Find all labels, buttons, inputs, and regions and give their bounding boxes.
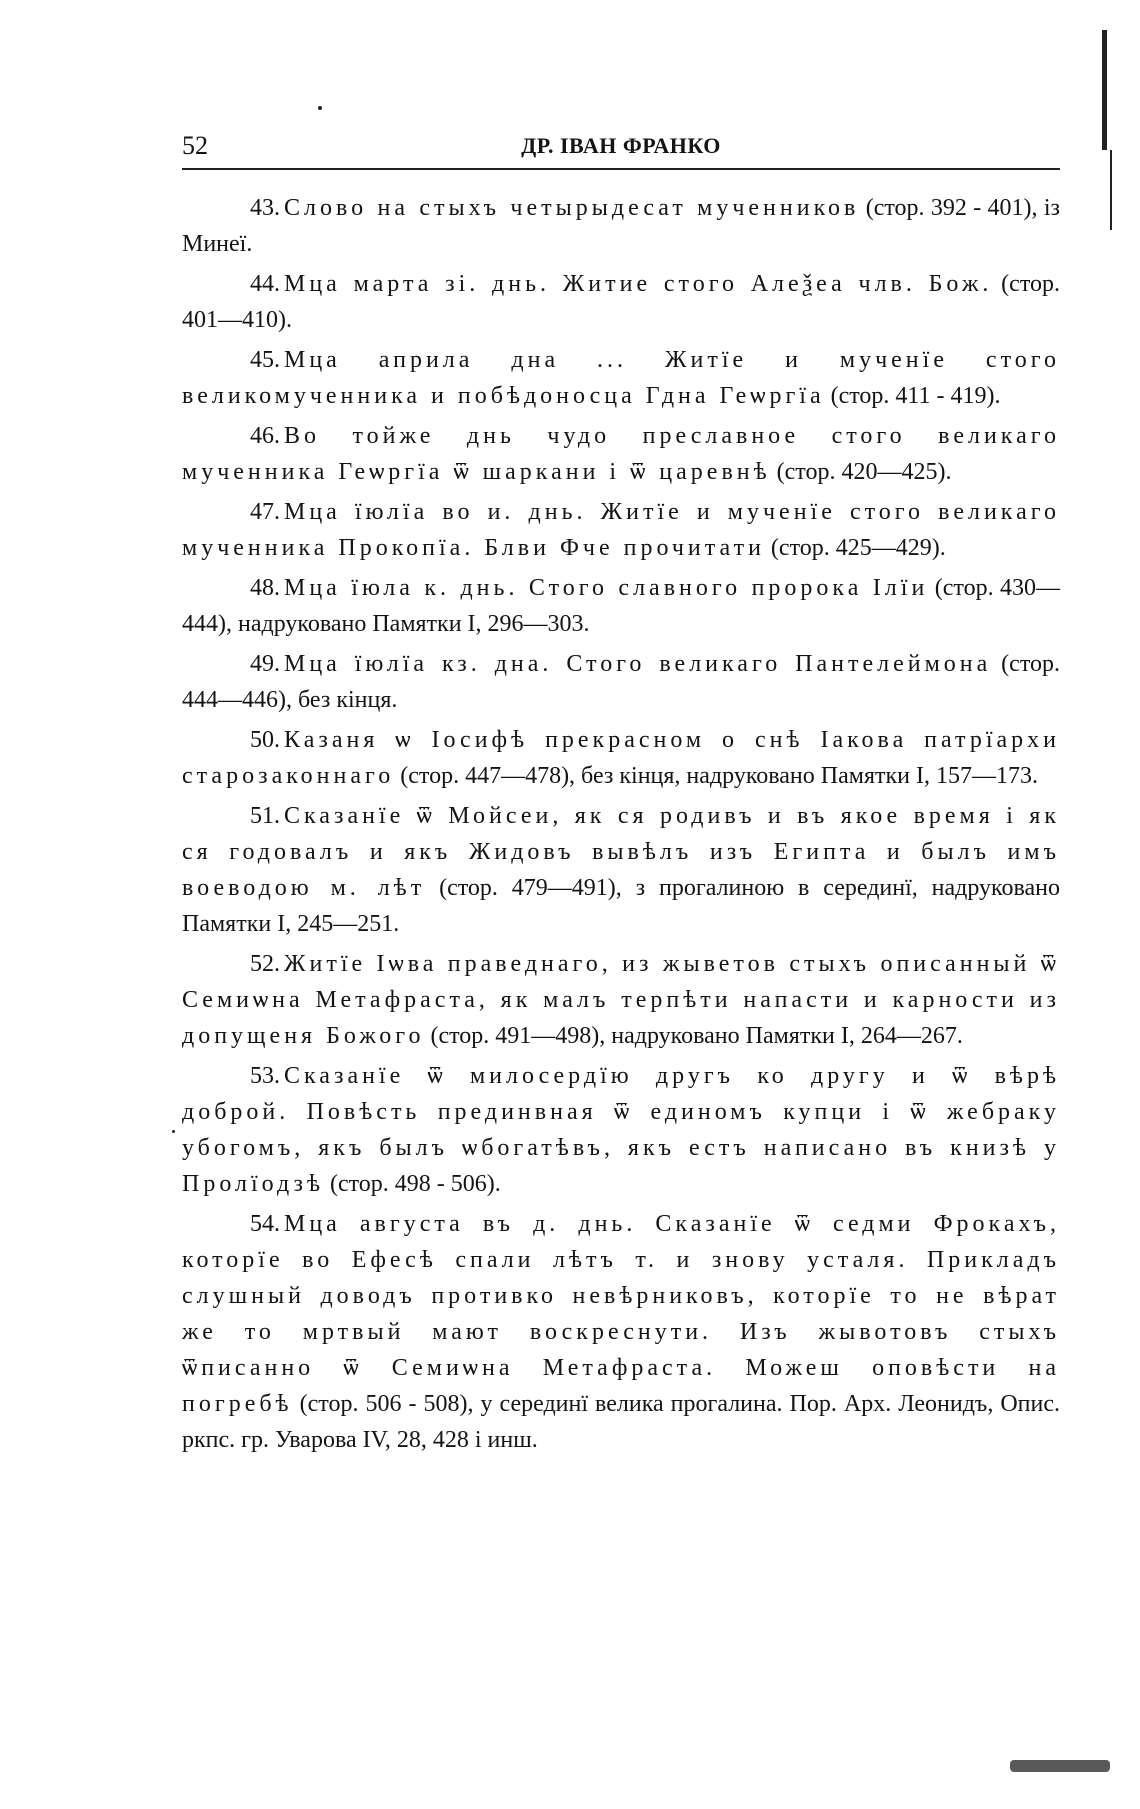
entry-number: 53. bbox=[250, 1063, 280, 1089]
entry-slavonic-title: Мца їюлїа во и. днь. Житїе и мученїе стого великаго мученника Прокопїа. Блви Фче прочитати bbox=[182, 499, 1060, 561]
scan-edge-mark bbox=[1110, 150, 1112, 230]
catalog-entry bbox=[182, 190, 1060, 262]
entry-number: 51. bbox=[250, 803, 280, 829]
catalog-entry bbox=[182, 722, 1060, 794]
scan-edge-mark bbox=[1102, 30, 1107, 150]
entry-number: 45. bbox=[250, 347, 280, 373]
entry-slavonic-title: Мца августа въ д. днь. Сказанїе ѿ седми Фрокахъ, которїе во Ефесѣ спали лѣтъ т. и знову усталя. Прикладъ слушный доводъ противко невѣрниковъ, которїе то не вѣрат же то мртвый мают воскреснути. Изъ жывотовъ стыхъ ѿписанно ѿ Семиѡна Метафраста. Можеш оповѣсти на погребѣ bbox=[182, 1211, 1060, 1417]
scan-speck bbox=[318, 106, 322, 110]
entry-slavonic-title: Казаня ѡ Іосифѣ прекрасном о снѣ Іакова патрїархи старозаконнаго bbox=[182, 727, 1060, 789]
page-number: 52 bbox=[182, 131, 208, 160]
entry-note: (стор. 506 - 508), у серединї велика прогалина. Пор. Арх. Леонидъ, Опис. ркпс. гр. Уварова IV, 28, 428 і инш. bbox=[182, 1391, 1061, 1453]
entry-slavonic-title: Мца їюлїа кз. дна. Стого великаго Пантелеймона bbox=[284, 651, 992, 677]
entry-note: (стор. 491—498), надруковано Памятки I, 264—267. bbox=[430, 1023, 963, 1049]
scan-smudge bbox=[1010, 1760, 1110, 1772]
entry-number: 52. bbox=[250, 951, 280, 977]
catalog-entry bbox=[182, 1058, 1060, 1202]
entry-slavonic-title: Житїе Іѡва праведнаго, из жыветов стыхъ описанный ѿ Семиѡна Метафраста, як малъ терпѣти напасти и карности из допущеня Божого bbox=[182, 951, 1060, 1049]
entry-note: (стор. 479—491), з прогалиною в серединї, надруковано Памятки I, 245—251. bbox=[182, 875, 1060, 937]
entry-number: 44. bbox=[250, 271, 280, 297]
entry-slavonic-title: Во тойже днь чудо преславное стого великаго мученника Геѡргїа ѿ шаркани і ѿ царевнѣ bbox=[182, 423, 1060, 485]
entry-note: (стор. 401—410). bbox=[182, 271, 1060, 333]
entry-note: (стор. 444—446), без кінця. bbox=[182, 651, 1060, 713]
catalog-entry bbox=[182, 570, 1060, 642]
entry-note: (стор. 411 - 419). bbox=[830, 383, 1001, 409]
entry-note: (стор. 430—444), надруковано Памятки I, 296—303. bbox=[182, 575, 1061, 637]
entry-number: 49. bbox=[250, 651, 280, 677]
running-title: ДР. ІВАН ФРАНКО bbox=[521, 133, 721, 158]
entry-slavonic-title: Сказанїе ѿ милосердїю другъ ко другу и ѿ вѣрѣ доброй. Повѣсть прединвная ѿ единомъ купци і ѿ жебраку убогомъ, якъ былъ ѡбогатѣвъ, якъ естъ написано въ книзѣ у Пролїодзѣ bbox=[182, 1063, 1060, 1197]
entry-note: (стор. 420—425). bbox=[776, 459, 952, 485]
catalog-entry bbox=[182, 1206, 1060, 1458]
entry-number: 54. bbox=[250, 1211, 280, 1237]
entry-number: 50. bbox=[250, 727, 280, 753]
entry-note: (стор. 447—478), без кінця, надруковано Памятки I, 157—173. bbox=[400, 763, 1038, 789]
entry-number: 46. bbox=[250, 423, 280, 449]
catalog-entry bbox=[182, 418, 1060, 490]
entry-slavonic-title: Сказанїе ѿ Мойсеи, як ся родивъ и въ якое время і як ся годовалъ и якъ Жидовъ вывѣлъ изъ Египта и былъ имъ воеводою м. лѣт bbox=[182, 803, 1060, 901]
entry-number: 48. bbox=[250, 575, 280, 601]
catalog-entry bbox=[182, 798, 1060, 942]
entry-note: (стор. 392 - 401), із Минеї. bbox=[182, 195, 1060, 257]
catalog-entry bbox=[182, 342, 1060, 414]
catalog-entries bbox=[182, 190, 1060, 1462]
page-header bbox=[182, 126, 1060, 170]
scan-speck bbox=[172, 1130, 175, 1133]
catalog-entry bbox=[182, 266, 1060, 338]
entry-number: 43. bbox=[250, 195, 280, 221]
entry-slavonic-title: Мца априла дна ... Житїе и мученїе стого великомученника и побѣдоносца Гдна Геѡргїа bbox=[182, 347, 1060, 409]
catalog-entry bbox=[182, 646, 1060, 718]
entry-note: (стор. 498 - 506). bbox=[329, 1171, 501, 1197]
entry-number: 47. bbox=[250, 499, 280, 525]
entry-note: (стор. 425—429). bbox=[770, 535, 946, 561]
catalog-entry bbox=[182, 494, 1060, 566]
entry-slavonic-title: Мца марта зі. днь. Житие стого Алеѯеа члв. Бож. bbox=[284, 271, 993, 297]
entry-slavonic-title: Мца їюла к. днь. Стого славного пророка Ілїи bbox=[284, 575, 929, 601]
catalog-entry bbox=[182, 946, 1060, 1054]
entry-slavonic-title: Слово на стыхъ четырыдесат мученников bbox=[284, 195, 860, 221]
